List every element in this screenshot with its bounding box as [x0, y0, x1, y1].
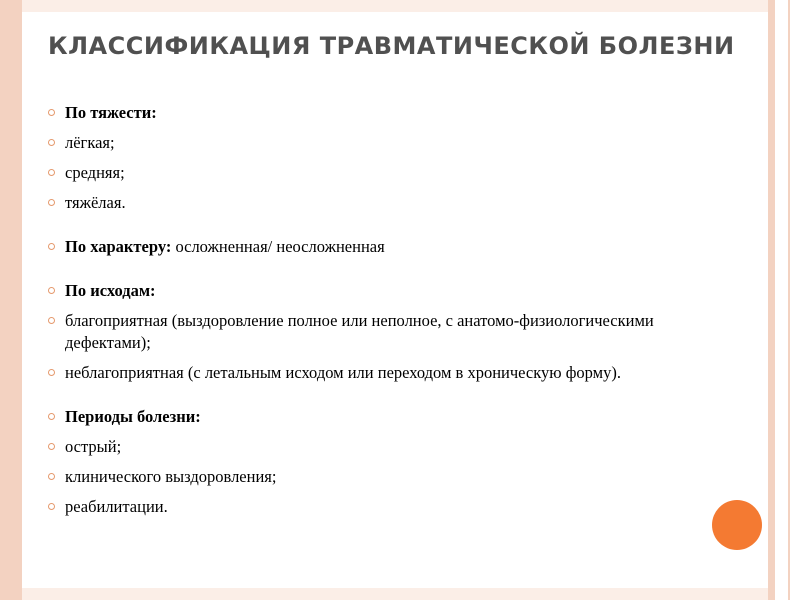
bullet-icon — [48, 473, 55, 480]
bullet-list — [48, 102, 738, 526]
list-item-text: благоприятная (выздоровление полное или неполное, с анатомо-физиологическими дефектами); — [65, 311, 654, 352]
list-item-text: реабилитации. — [65, 497, 168, 516]
bullet-icon — [48, 109, 55, 116]
section-heading: По тяжести: — [65, 103, 157, 122]
bullet-icon — [48, 139, 55, 146]
decorative-circle — [712, 500, 762, 550]
slide-title: КЛАССИФИКАЦИЯ ТРАВМАТИЧЕСКОЙ БОЛЕЗНИ — [48, 32, 735, 60]
list-item — [48, 310, 738, 354]
bullet-icon — [48, 243, 55, 250]
bullet-icon — [48, 317, 55, 324]
bullet-icon — [48, 369, 55, 376]
list-item-text: средняя; — [65, 163, 125, 182]
frame-left-border — [0, 0, 22, 600]
list-item-text: неблагоприятная (с летальным исходом или переходом в хроническую форму). — [65, 363, 621, 382]
list-item — [48, 280, 738, 302]
bullet-icon — [48, 169, 55, 176]
list-item — [48, 102, 738, 124]
list-item — [48, 406, 738, 428]
frame-right-strip — [768, 0, 775, 600]
list-item — [48, 192, 738, 214]
bullet-icon — [48, 503, 55, 510]
bullet-icon — [48, 199, 55, 206]
list-item — [48, 362, 738, 384]
list-item — [48, 496, 738, 518]
list-item — [48, 236, 738, 258]
list-item — [48, 132, 738, 154]
list-item-text: острый; — [65, 437, 122, 456]
list-item-text: осложненная/ неосложненная — [171, 237, 385, 256]
list-item — [48, 162, 738, 184]
section-heading: По исходам: — [65, 281, 156, 300]
list-item-text: тяжёлая. — [65, 193, 126, 212]
bullet-icon — [48, 443, 55, 450]
list-item — [48, 466, 738, 488]
frame-right-line — [788, 0, 790, 600]
bullet-icon — [48, 287, 55, 294]
list-item-text: клинического выздоровления; — [65, 467, 277, 486]
frame-top-border — [22, 0, 768, 12]
frame-bottom-border — [22, 588, 768, 600]
section-heading: Периоды болезни: — [65, 407, 201, 426]
bullet-icon — [48, 413, 55, 420]
list-item — [48, 436, 738, 458]
list-item-text: лёгкая; — [65, 133, 115, 152]
section-heading: По характеру: — [65, 237, 172, 256]
